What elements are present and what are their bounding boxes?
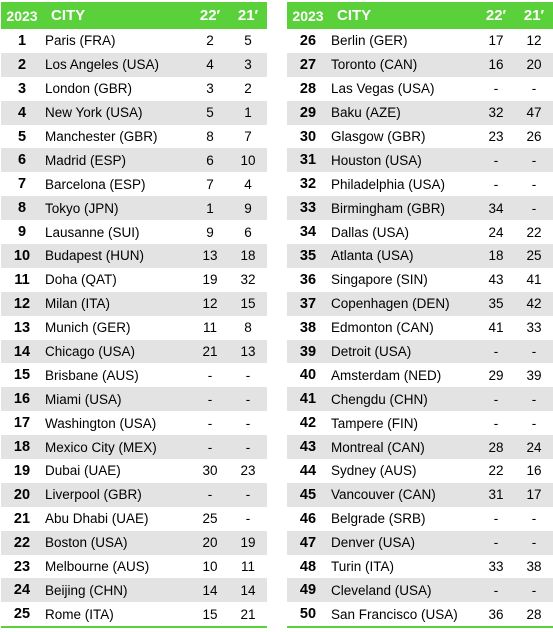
- rank-2021-cell: 11: [240, 559, 255, 575]
- rank-2021-cell: -: [531, 511, 537, 527]
- city-cell: Barcelona (ESP): [45, 176, 146, 192]
- rank-cell: 27: [299, 56, 317, 73]
- city-cell: Beijing (CHN): [45, 582, 128, 598]
- table-row: [1, 268, 267, 292]
- table-row: [287, 148, 553, 172]
- rank-cell: 32: [299, 176, 317, 193]
- rank-cell: 19: [13, 462, 31, 479]
- rank-cell: 40: [299, 367, 317, 384]
- rank-2021-cell: 8: [244, 320, 252, 336]
- city-cell: Vancouver (CAN): [331, 487, 436, 503]
- header-rank: 2023: [292, 7, 324, 24]
- table-row: [287, 244, 553, 268]
- table-row: [287, 387, 553, 411]
- city-cell: Brisbane (AUS): [45, 367, 139, 383]
- city-cell: Atlanta (USA): [331, 248, 414, 264]
- rank-2021-cell: 22: [526, 224, 542, 240]
- rank-2022-cell: -: [493, 582, 499, 598]
- rank-cell: 4: [17, 104, 27, 121]
- table-row: [1, 435, 267, 459]
- city-cell: Liverpool (GBR): [45, 487, 142, 503]
- rank-2022-cell: 12: [202, 296, 218, 312]
- rank-2021-cell: -: [531, 344, 537, 360]
- rank-cell: 15: [13, 367, 31, 384]
- rank-cell: 36: [299, 271, 317, 288]
- header-2021: 21′: [523, 7, 545, 24]
- rank-2022-cell: -: [207, 391, 213, 407]
- rank-cell: 29: [299, 104, 317, 121]
- rank-cell: 35: [299, 247, 317, 264]
- city-cell: Montreal (CAN): [331, 439, 425, 455]
- table-row: [287, 29, 553, 53]
- city-cell: Lausanne (SUI): [45, 224, 140, 240]
- city-cell: Tokyo (JPN): [45, 200, 119, 216]
- rank-2022-cell: 10: [202, 559, 218, 575]
- header-city: CITY: [51, 7, 86, 24]
- rank-cell: 5: [17, 128, 27, 145]
- rank-2021-cell: -: [245, 511, 251, 527]
- ranking-table-left: [1, 2, 267, 628]
- table-row: [1, 578, 267, 602]
- table-row: [1, 507, 267, 531]
- rank-2021-cell: 2: [244, 81, 252, 97]
- rank-2022-cell: 8: [206, 129, 214, 144]
- city-cell: Baku (AZE): [331, 105, 401, 121]
- city-cell: Los Angeles (USA): [45, 57, 160, 73]
- rank-2022-cell: 13: [202, 248, 218, 264]
- rank-cell: 25: [13, 606, 31, 623]
- rank-2021-cell: -: [531, 582, 537, 598]
- rank-cell: 18: [13, 439, 31, 456]
- table-row: [1, 125, 267, 149]
- rank-cell: 44: [299, 462, 317, 479]
- table-row: [287, 507, 553, 531]
- rank-2021-cell: 6: [244, 224, 252, 240]
- city-cell: Birmingham (GBR): [331, 200, 446, 216]
- rank-2022-cell: 17: [488, 33, 504, 49]
- table-row: [1, 220, 267, 244]
- rank-2021-cell: 39: [526, 367, 542, 383]
- rank-2021-cell: 17: [526, 487, 542, 503]
- rank-cell: 20: [13, 486, 31, 503]
- city-cell: Dallas (USA): [331, 224, 410, 240]
- city-cell: Cleveland (USA): [331, 582, 432, 598]
- table-row: [287, 125, 553, 149]
- rank-cell: 16: [13, 391, 31, 408]
- table-row: [1, 363, 267, 387]
- rank-2021-cell: -: [531, 415, 537, 431]
- rank-2021-cell: 16: [526, 463, 542, 479]
- rank-2021-cell: 23: [240, 463, 256, 479]
- rank-2022-cell: -: [493, 344, 499, 360]
- table-row: [287, 101, 553, 125]
- rank-2022-cell: 34: [488, 200, 504, 216]
- city-cell: Paris (FRA): [45, 33, 116, 49]
- rank-2022-cell: 15: [202, 606, 218, 622]
- table-row: [1, 29, 267, 53]
- table-row: [287, 196, 553, 220]
- city-cell: Manchester (GBR): [45, 129, 158, 144]
- rank-2021-cell: -: [245, 415, 251, 431]
- city-cell: Mexico City (MEX): [45, 439, 157, 455]
- rank-cell: 9: [17, 224, 27, 241]
- rank-cell: 8: [17, 200, 27, 217]
- rank-2022-cell: -: [207, 439, 213, 455]
- city-cell: Glasgow (GBR): [331, 129, 426, 144]
- header-rank: 2023: [6, 7, 38, 24]
- rank-2022-cell: 32: [488, 105, 504, 121]
- rank-2021-cell: -: [245, 439, 251, 455]
- city-cell: Tampere (FIN): [331, 415, 419, 431]
- table-row: [287, 459, 553, 483]
- rank-2021-cell: 5: [244, 33, 252, 49]
- city-cell: Amsterdam (NED): [331, 367, 442, 383]
- rank-cell: 14: [13, 343, 31, 360]
- rank-cell: 39: [299, 343, 317, 360]
- rank-cell: 21: [13, 510, 31, 527]
- city-cell: Las Vegas (USA): [331, 81, 435, 97]
- table-body: [287, 29, 553, 626]
- rank-cell: 50: [299, 606, 317, 623]
- rank-2021-cell: 26: [526, 129, 542, 144]
- rank-cell: 31: [299, 152, 317, 169]
- rank-2022-cell: -: [493, 81, 499, 97]
- city-cell: Sydney (AUS): [331, 463, 417, 479]
- rank-2021-cell: 18: [240, 248, 256, 264]
- city-cell: Singapore (SIN): [331, 272, 428, 288]
- city-cell: Abu Dhabi (UAE): [45, 511, 149, 527]
- rank-2022-cell: -: [493, 391, 499, 407]
- rank-2021-cell: 42: [526, 296, 542, 312]
- rank-2021-cell: 25: [526, 248, 542, 264]
- table-row: [287, 555, 553, 579]
- rank-cell: 48: [299, 558, 317, 575]
- city-cell: Philadelphia (USA): [331, 176, 446, 192]
- rank-2022-cell: -: [493, 535, 499, 551]
- city-cell: Berlin (GER): [331, 33, 408, 49]
- rank-2022-cell: 24: [488, 224, 504, 240]
- table-row: [287, 363, 553, 387]
- city-cell: Rome (ITA): [45, 606, 114, 622]
- rank-cell: 12: [13, 295, 31, 312]
- rank-2021-cell: 12: [526, 33, 542, 49]
- city-cell: Belgrade (SRB): [331, 511, 426, 527]
- rank-2022-cell: 43: [488, 272, 504, 288]
- rank-2021-cell: -: [531, 152, 537, 168]
- city-cell: Washington (USA): [45, 415, 157, 431]
- rank-cell: 6: [17, 152, 27, 169]
- rank-2022-cell: 30: [202, 463, 218, 479]
- rank-cell: 34: [299, 224, 317, 241]
- city-cell: Miami (USA): [45, 391, 122, 407]
- rank-2022-cell: 25: [202, 511, 218, 527]
- rank-2021-cell: 1: [244, 105, 252, 121]
- table-header: [1, 2, 267, 29]
- rank-2022-cell: 11: [202, 320, 217, 336]
- rank-cell: 26: [299, 32, 317, 49]
- rank-cell: 42: [299, 415, 317, 432]
- table-header: [287, 2, 553, 29]
- rank-2022-cell: -: [207, 487, 213, 503]
- table-row: [1, 77, 267, 101]
- table-row: [287, 435, 553, 459]
- table-row: [287, 53, 553, 77]
- rank-2022-cell: 19: [202, 272, 218, 288]
- table-row: [287, 411, 553, 435]
- rank-cell: 7: [17, 176, 27, 193]
- city-cell: London (GBR): [45, 81, 133, 97]
- table-row: [287, 172, 553, 196]
- rank-2021-cell: 9: [244, 200, 252, 216]
- header-2021: 21′: [237, 7, 259, 24]
- rank-2022-cell: 3: [206, 81, 214, 97]
- rank-2021-cell: 38: [526, 559, 542, 575]
- rank-2022-cell: 16: [488, 57, 504, 73]
- rank-2021-cell: -: [531, 176, 537, 192]
- rank-2022-cell: -: [493, 152, 499, 168]
- rank-cell: 49: [299, 582, 317, 599]
- rank-2022-cell: -: [207, 367, 213, 383]
- city-cell: Detroit (USA): [331, 344, 412, 360]
- rank-2021-cell: 24: [526, 439, 542, 455]
- rank-cell: 24: [13, 582, 31, 599]
- city-cell: Chengdu (CHN): [331, 391, 428, 407]
- table-row: [287, 602, 553, 626]
- table-row: [1, 531, 267, 555]
- header-2022: 22′: [485, 7, 507, 24]
- rank-cell: 1: [17, 32, 27, 49]
- rank-2022-cell: 5: [206, 105, 214, 121]
- rank-2022-cell: 35: [488, 296, 504, 312]
- rank-2022-cell: 14: [202, 582, 218, 598]
- rank-cell: 22: [13, 534, 31, 551]
- rank-2022-cell: 29: [488, 367, 504, 383]
- city-cell: Toronto (CAN): [331, 57, 418, 73]
- rank-2022-cell: 36: [488, 606, 504, 622]
- rank-2021-cell: 19: [240, 535, 256, 551]
- rank-2022-cell: 28: [488, 439, 504, 455]
- table-row: [287, 292, 553, 316]
- rank-cell: 23: [13, 558, 31, 575]
- table-row: [287, 340, 553, 364]
- rank-2021-cell: 15: [240, 296, 256, 312]
- rank-cell: 37: [299, 295, 317, 312]
- rank-2022-cell: -: [493, 511, 499, 527]
- rank-2021-cell: -: [531, 535, 537, 551]
- rank-2022-cell: 7: [206, 176, 214, 192]
- rank-cell: 3: [17, 80, 27, 97]
- table-bottom-rule: [287, 626, 553, 628]
- table-row: [287, 578, 553, 602]
- rank-2022-cell: 41: [488, 320, 504, 336]
- rank-2021-cell: -: [245, 487, 251, 503]
- rank-2022-cell: 4: [206, 57, 214, 73]
- table-row: [287, 531, 553, 555]
- rank-2022-cell: 2: [206, 33, 214, 49]
- rank-2021-cell: -: [245, 367, 251, 383]
- city-cell: Munich (GER): [45, 320, 131, 336]
- city-cell: San Francisco (USA): [331, 606, 458, 622]
- table-row: [1, 340, 267, 364]
- rank-2021-cell: 7: [244, 129, 252, 144]
- rank-2022-cell: 21: [202, 344, 218, 360]
- city-cell: Budapest (HUN): [45, 248, 145, 264]
- table-row: [1, 292, 267, 316]
- city-cell: Copenhagen (DEN): [331, 296, 450, 312]
- rank-2021-cell: 41: [526, 272, 542, 288]
- rank-cell: 28: [299, 80, 317, 97]
- rank-2021-cell: 28: [526, 606, 542, 622]
- rank-2021-cell: 21: [240, 606, 256, 622]
- rank-2021-cell: -: [531, 81, 537, 97]
- table-row: [1, 483, 267, 507]
- table-bottom-rule: [1, 626, 267, 628]
- rank-cell: 46: [299, 510, 317, 527]
- rank-2022-cell: 22: [488, 463, 504, 479]
- rank-2021-cell: 3: [244, 57, 252, 73]
- city-cell: Turin (ITA): [331, 559, 394, 575]
- city-cell: Edmonton (CAN): [331, 320, 434, 336]
- rank-2022-cell: 23: [488, 129, 504, 144]
- city-cell: Boston (USA): [45, 535, 128, 551]
- rank-2021-cell: 47: [526, 105, 542, 121]
- city-cell: Madrid (ESP): [45, 152, 127, 168]
- rank-2022-cell: -: [493, 176, 499, 192]
- table-row: [1, 172, 267, 196]
- rank-cell: 13: [13, 319, 31, 336]
- table-row: [287, 268, 553, 292]
- city-cell: Dubai (UAE): [45, 463, 121, 479]
- rank-cell: 45: [299, 486, 317, 503]
- table-row: [1, 555, 267, 579]
- rank-cell: 47: [299, 534, 317, 551]
- table-row: [287, 77, 553, 101]
- table-row: [1, 101, 267, 125]
- rank-2021-cell: 10: [240, 152, 256, 168]
- rank-2021-cell: -: [245, 391, 251, 407]
- rank-cell: 10: [13, 247, 31, 264]
- table-row: [1, 148, 267, 172]
- table-row: [1, 459, 267, 483]
- rank-2021-cell: -: [531, 391, 537, 407]
- rank-2021-cell: 20: [526, 57, 542, 73]
- rank-2021-cell: 4: [244, 176, 252, 192]
- rank-cell: 30: [299, 128, 317, 145]
- city-cell: New York (USA): [45, 105, 143, 121]
- rank-cell: 41: [299, 391, 317, 408]
- rank-cell: 11: [14, 271, 30, 288]
- rank-cell: 43: [299, 439, 317, 456]
- rank-2021-cell: 32: [240, 272, 256, 288]
- rank-cell: 38: [299, 319, 317, 336]
- header-city: CITY: [337, 7, 372, 24]
- rank-2022-cell: 9: [206, 224, 214, 240]
- table-row: [287, 316, 553, 340]
- rank-2022-cell: 6: [206, 152, 214, 168]
- rank-2021-cell: 14: [240, 582, 256, 598]
- rank-2021-cell: 33: [526, 320, 542, 336]
- rank-cell: 33: [299, 200, 317, 217]
- table-row: [1, 316, 267, 340]
- table-row: [287, 220, 553, 244]
- rank-2022-cell: 33: [488, 559, 504, 575]
- table-body: [1, 29, 267, 626]
- table-row: [1, 602, 267, 626]
- rank-2022-cell: -: [207, 415, 213, 431]
- city-cell: Chicago (USA): [45, 344, 136, 360]
- rank-2021-cell: -: [531, 200, 537, 216]
- rank-2022-cell: 1: [206, 200, 214, 216]
- table-row: [1, 411, 267, 435]
- table-row: [1, 196, 267, 220]
- rank-2022-cell: 18: [488, 248, 504, 264]
- city-cell: Milan (ITA): [45, 296, 111, 312]
- city-cell: Melbourne (AUS): [45, 559, 150, 575]
- rank-cell: 17: [13, 415, 31, 432]
- table-row: [287, 483, 553, 507]
- table-row: [1, 387, 267, 411]
- city-cell: Houston (USA): [331, 152, 422, 168]
- rank-2022-cell: 31: [488, 487, 504, 503]
- rank-2021-cell: 13: [240, 344, 256, 360]
- header-2022: 22′: [199, 7, 221, 24]
- table-row: [1, 53, 267, 77]
- rank-cell: 2: [17, 56, 27, 73]
- table-row: [1, 244, 267, 268]
- rank-2022-cell: 20: [202, 535, 218, 551]
- city-cell: Denver (USA): [331, 535, 416, 551]
- rank-2022-cell: -: [493, 415, 499, 431]
- ranking-table-right: [287, 2, 553, 628]
- city-cell: Doha (QAT): [45, 272, 117, 288]
